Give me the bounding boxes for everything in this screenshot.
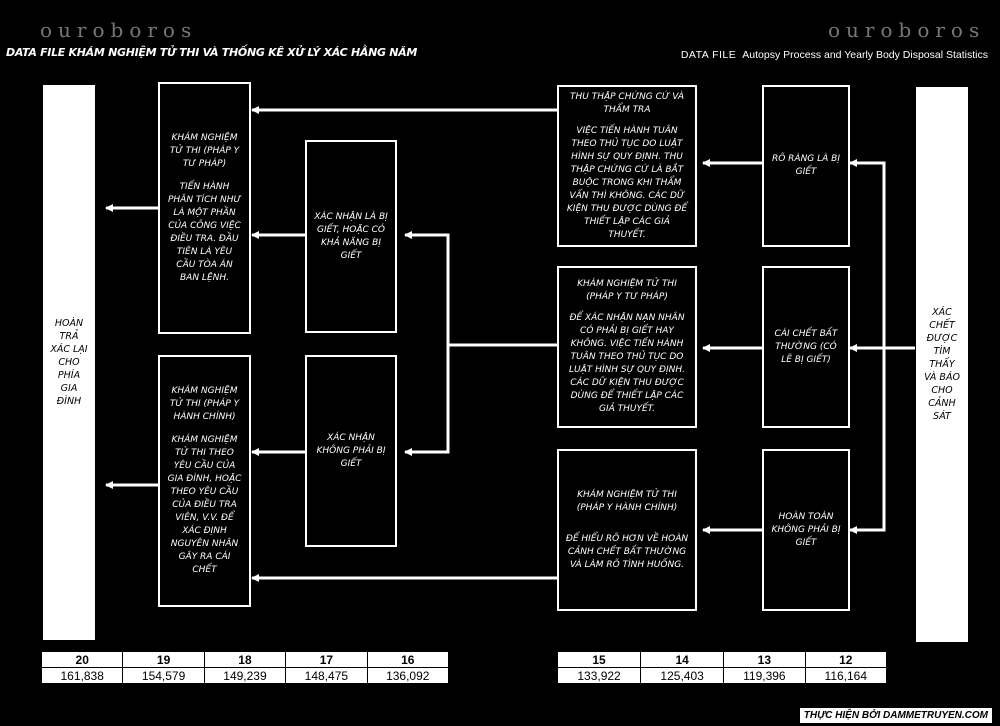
stats-right-year: 15 — [558, 652, 641, 668]
stats-right-year: 12 — [805, 652, 886, 668]
stats-left-value: 161,838 — [42, 668, 123, 684]
confirm-not-killed-text: XÁC NHẬN KHÔNG PHẢI BỊ GIẾT — [316, 432, 386, 469]
evidence-title: THU THẬP CHỨNG CỨ VÀ THẨM TRA — [570, 91, 684, 115]
arrow-judicial-to-confirm-not — [405, 345, 448, 452]
judicial-autopsy-right-box — [557, 266, 697, 428]
stats-left-year: 18 — [204, 652, 285, 668]
arrow-report-to-clear — [850, 163, 915, 348]
stats-table-left — [41, 651, 449, 684]
page-title-vi: DATA FILE KHÁM NGHIỆM TỬ THI VÀ THỐNG KÊ XỬ LÝ XÁC HẰNG NĂM — [6, 46, 418, 59]
stats-left-year: 19 — [123, 652, 204, 668]
admin-autopsy-left-body: KHÁM NGHIỆM TỬ THI THEO YÊU CẦU CỦA GIA ĐÌNH, HOẶC THEO YÊU CẦU CỦA ĐIỀU TRA VIÊN, V.V. ĐỂ XÁC ĐỊNH NGUYÊN NHÂN GÂY RA CÁI CHẾT — [167, 435, 242, 575]
stats-right-value: 116,164 — [805, 668, 886, 684]
stats-left-value: 149,239 — [204, 668, 285, 684]
stats-left-years-row — [42, 652, 449, 668]
stats-left-year: 17 — [286, 652, 367, 668]
not-killed-text: HOÀN TOÀN KHÔNG PHẢI BỊ GIẾT — [771, 511, 841, 548]
unnatural-death-text: CÁI CHẾT BẤT THƯỜNG (CÓ LẼ BỊ GIẾT) — [774, 328, 838, 365]
stats-right-value: 119,396 — [724, 668, 805, 684]
arrow-judicial-to-confirm-killed — [405, 235, 557, 345]
not-killed-box — [762, 449, 850, 611]
admin-autopsy-left-title: KHÁM NGHIỆM TỬ THI (PHÁP Y HÀNH CHÍNH) — [169, 386, 240, 422]
admin-autopsy-left-box — [158, 355, 251, 607]
body-found-text: XÁC CHẾT ĐƯỢC TÌM THẤY VÀ BÁO CHO CẢNH SÁT — [924, 307, 960, 422]
clearly-killed-box — [762, 85, 850, 247]
stats-right-year: 14 — [641, 652, 724, 668]
stats-left-values-row — [42, 668, 449, 684]
admin-autopsy-right-box — [557, 449, 697, 611]
unnatural-death-box — [762, 266, 850, 428]
stats-left-year: 16 — [367, 652, 448, 668]
judicial-autopsy-right-title: KHÁM NGHIỆM TỬ THI (PHÁP Y TƯ PHÁP) — [577, 279, 677, 302]
stats-left-value: 136,092 — [367, 668, 448, 684]
evidence-box — [557, 85, 697, 247]
stats-right-values-row — [558, 668, 887, 684]
stats-left-value: 154,579 — [123, 668, 204, 684]
stats-right-years-row — [558, 652, 887, 668]
return-body-text: HOÀN TRẢ XÁC LẠI CHO PHÍA GIA ĐÌNH — [50, 318, 88, 407]
admin-autopsy-right-body: ĐỂ HIỂU RÕ HƠN VỀ HOÀN CẢNH CHẾT BẤT THƯỜNG VÀ LÀM RÕ TÌNH HUỐNG. — [565, 533, 689, 570]
stats-left-year: 20 — [42, 652, 123, 668]
judicial-autopsy-left-box — [158, 82, 251, 334]
brand-logo-left: ouroboros — [40, 18, 198, 42]
stats-table-right — [557, 651, 887, 684]
judicial-autopsy-left-title: KHÁM NGHIỆM TỬ THI (PHÁP Y TƯ PHÁP) — [169, 132, 240, 169]
data-file-tag: DATA FILE — [680, 49, 737, 61]
confirm-not-killed-box — [305, 355, 397, 547]
stats-right-year: 13 — [724, 652, 805, 668]
confirm-killed-text: XÁC NHẬN LÀ BỊ GIẾT, HOẶC CÓ KHẢ NĂNG BỊ GIẾT — [314, 211, 388, 261]
confirm-killed-box — [305, 140, 397, 333]
brand-logo-right: ouroboros — [828, 18, 986, 42]
stats-left-value: 148,475 — [286, 668, 367, 684]
stats-right-value: 133,922 — [558, 668, 641, 684]
admin-autopsy-right-title: KHÁM NGHIỆM TỬ THI (PHÁP Y HÀNH CHÍNH) — [576, 489, 678, 513]
judicial-autopsy-left-body: TIẾN HÀNH PHÂN TÍCH NHƯ LÀ MỘT PHẦN CỦA CÔNG VIỆC ĐIỀU TRA. ĐẦU TIÊN LÀ YÊU CẦU TÒA ÁN BAN LỆNH. — [167, 181, 242, 283]
stats-right-value: 125,403 — [641, 668, 724, 684]
body-found-panel — [916, 87, 968, 642]
arrow-report-to-notkilled — [850, 348, 884, 530]
judicial-autopsy-right-body: ĐỂ XÁC NHẬN NẠN NHÂN CÓ PHẢI BỊ GIẾT HAY KHÔNG. VIỆC TIẾN HÀNH TUÂN THEO THỦ TỤC DO LUẬT HÌNH SỰ QUY ĐỊNH. CÁC DỮ KIỆN THU ĐƯỢC DÙNG ĐỂ THIẾT LẬP CÁC GIẢ THUYẾT. — [568, 313, 686, 414]
return-body-panel — [43, 85, 95, 640]
credit-label: THỰC HIỆN BỞI DAMMETRUYEN.COM — [800, 708, 992, 723]
title-en-text: Autopsy Process and Yearly Body Disposal Statistics — [742, 49, 988, 61]
evidence-body: VIỆC TIẾN HÀNH TUÂN THEO THỦ TỤC DO LUẬT HÌNH SỰ QUY ĐỊNH. THU THẬP CHỨNG CỨ LÀ BẮT BUỘC TRONG KHI THẨM VẤN THÌ KHÔNG. CÁC DỮ KIỆN THU ĐƯỢC DÙNG ĐỂ THIẾT LẬP CÁC GIẢ THUYẾT. — [566, 125, 688, 240]
clearly-killed-text: RÕ RÀNG LÀ BỊ GIẾT — [771, 154, 841, 177]
